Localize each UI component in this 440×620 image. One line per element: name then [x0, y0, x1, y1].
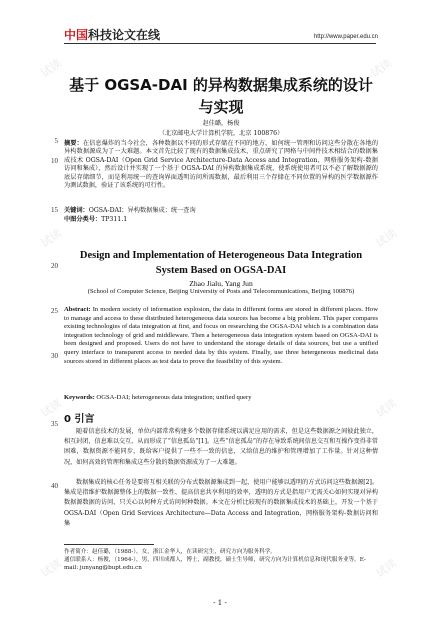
keywords-cn	[64, 207, 378, 215]
affiliation-cn: （北京邮电大学计算机学院，北京 100876）	[158, 130, 284, 137]
keywords-cn-label: 关键词：	[64, 207, 89, 214]
affiliation-en: (School of Computer Science, Beijing University of Posts and Telecommunications, Beijing 100876)	[87, 288, 355, 295]
line-number: 35	[51, 420, 58, 428]
watermark: 试读	[38, 226, 65, 251]
line-number: 10	[51, 157, 58, 165]
line-number: 20	[51, 262, 58, 270]
keywords-en	[64, 394, 378, 403]
paper-title-cn: 基于 OGSA-DAI 的异构数据集成系统的设计与实现	[69, 76, 373, 116]
page-header	[0, 0, 440, 48]
body-paragraph: 数据集成的核心任务是要将互相关联的分布式数据源集成到一起，使用户能够以透明的方式访问这些数据源[2]。集成是指维护数据源整体上的数据一致性、提高信息共享利用的效率，透明的方式是指用户无需关心如何实现对异构数据源数据的访问，只关心以何种方式访问何种数据。本文在分析比较现有的数据集成技术的基础上，开发一个基于 OGSA-DAI（Open Grid Services Architecture—Data Access and Integration，网格服务架构-数据访问和集	[64, 479, 378, 527]
watermark: 试读	[368, 56, 395, 81]
abstract-en	[64, 306, 378, 366]
watermark: 试读	[38, 56, 65, 81]
abstract-en-text: In modern society of information explosion, the data in different forms are stored in different places. How to manage and access to these distributed heterogeneous data sources has become a big problem. This paper compares existing technologies of data integration at first, and focus on researching the OGSA-DAI which is a combination data integration technology of grid and middleware. Then a heterogeneous data integration system based on OGSA-DAI is been designed and proposed. Users do not have to understand the storage details of data sources, but use a unified query interface to transparent access to needed data by this system. Finally, use three hetergeneous medicinal data sources stored in different places as test data to prove the feasibility of this system.	[64, 306, 378, 365]
watermark: 试读	[373, 396, 400, 421]
line-number: 30	[51, 352, 58, 360]
watermark: 试读	[373, 556, 400, 581]
line-number: 15	[51, 206, 58, 214]
line-number: 25	[51, 307, 58, 315]
footnote-author: 作者简介：赵佳璐，（1988-），女，浙江金华人，在读研究生，研究方向为服务科学。	[64, 549, 276, 555]
section-heading: 0 引言	[64, 414, 95, 425]
paper-title-en: Design and Implementation of Heterogeneous Data Integration System Based on OGSA-DAI	[79, 250, 363, 276]
keywords-cn-text: OGSA-DAI；异构数据集成；统一查询	[88, 207, 196, 214]
clc-value: TP311.1	[101, 216, 128, 223]
abstract-cn-text: 在信息爆炸的当今社会，各种数据以不同的形式存储在不同的地方，如何统一管理和访问这些分散在各地的异构数据源成为了一大难题。本文首先比较了现有的数据集成技术，重点研究了网格与中间件技术相结合的数据集成技术 OGSA-DAI（Open Grid Service Architecture-Data Access and Integration，网格服务架构-数据访问和集成），然后设计并实现了一个基于 OGSA-DAI 的异构数据集成系统，使系统使用者可以不必了解数据源的底层存储细节，而是利用统一的查询界面透明访问所需数据，最后利用三个存储在不同位置的异构的医学数据源作为测试数据，验证了该系统的可行性。	[64, 140, 379, 190]
keywords-en-label: Keywords:	[64, 394, 95, 401]
logo-cn: 中国	[64, 28, 89, 42]
header-rule	[64, 43, 376, 44]
authors-en: Zhao Jialu, Yang Jun	[189, 279, 253, 288]
watermark: 试读	[373, 226, 400, 251]
body-paragraph: 随着信息技术的发展，单位内部常常构建多个数据存储系统以满足应用的需求，但是这些数据源之间彼此独立，相互封闭，信息难以交互，从而形成了“信息孤岛”[1]。这些“信息孤岛”的存在导致系统间信息交互和互操作变得非常困难，数据资源不能同步，既给客户提供了一些不一致的信息，又给信息的维护和管理增加了工作量。针对这种情况，如何高效的管理和集成这些分散的数据资源成为了一大难题。	[64, 428, 378, 466]
abstract-en-label: Abstract:	[64, 306, 91, 313]
page-number: - 1 -	[213, 599, 227, 607]
line-number: 5	[54, 137, 58, 145]
footnotes	[64, 548, 378, 572]
footnote-contact: 通信联系人：杨俊，（1964-），男，四川成都人，博士，副教授，硕士生导师，研究方向为计算机信息和现代服务业等。E-mail: junyang@bupt.edu.cn	[64, 557, 366, 571]
clc-number	[64, 216, 378, 224]
clc-label: 中图分类号：	[64, 216, 102, 223]
line-number: 40	[51, 482, 58, 490]
watermark: 试读	[38, 556, 65, 581]
site-logo[interactable]	[64, 26, 160, 43]
abstract-cn	[64, 140, 378, 190]
authors-cn: 赵佳璐，杨俊	[202, 120, 240, 127]
logo-text: 科技论文在线	[88, 28, 161, 42]
footnote-rule	[64, 544, 154, 545]
keywords-en-text: OGSA-DAI; heterogeneous data integration; unified query	[94, 394, 252, 401]
site-url[interactable]: http://www.paper.edu.cn	[313, 34, 378, 40]
abstract-cn-label: 摘要：	[64, 140, 83, 147]
watermark: 试读	[38, 396, 65, 421]
